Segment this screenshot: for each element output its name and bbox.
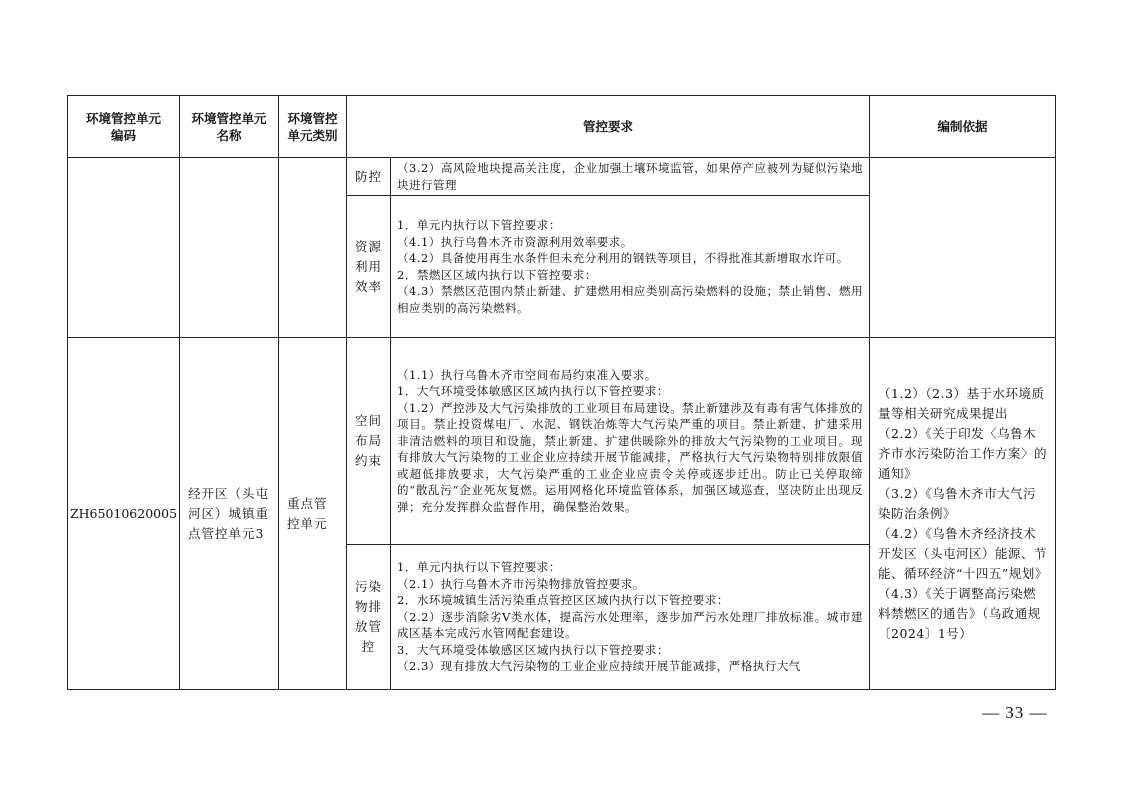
section-requirements <box>391 545 870 690</box>
control-requirements-table <box>67 95 1056 690</box>
section-requirements <box>391 158 870 196</box>
requirement-line: （3.2）高风险地块提高关注度，企业加强土壤环境监管，如果停产应被列为疑似污染地块进行管理 <box>397 161 864 192</box>
table-row <box>68 158 1056 196</box>
basis-item: （4.3）《关于调整高污染燃料禁燃区的通告》（乌政通规〔2024〕1号） <box>878 585 1041 641</box>
basis-cell <box>870 338 1056 690</box>
basis-item: （4.2）《乌鲁木齐经济技术开发区（头屯河区）能源、节能、循环经济“十四五”规划》 <box>878 525 1048 581</box>
requirement-line: 2．水环境城镇生活污染重点管控区区域内执行以下管控要求： <box>397 593 729 608</box>
unit-code: ZH65010620005 <box>68 338 180 690</box>
table-row <box>68 338 1056 545</box>
section-label: 空间布局约束 <box>347 338 391 545</box>
header-category: 环境管控单元类别 <box>279 96 347 158</box>
requirement-line: （2.3）现有排放大气污染物的工业企业应持续开展节能减排，严格执行大气 <box>397 659 801 674</box>
section-label: 防控 <box>347 158 391 196</box>
prev-name-cell <box>180 158 279 338</box>
section-label: 资源利用效率 <box>347 196 391 338</box>
requirement-line: 3．大气环境受体敏感区区域内执行以下管控要求： <box>397 642 669 657</box>
section-label: 污染物排放管控 <box>347 545 391 690</box>
requirement-line: （4.1）执行乌鲁木齐市资源利用效率要求。 <box>397 234 633 249</box>
requirement-line: 1．单元内执行以下管控要求： <box>397 218 561 232</box>
page-number: — 33 — <box>982 703 1048 722</box>
requirement-line: （1.2）严控涉及大气污染排放的工业项目布局建设。禁止新建涉及有毒有害气体排放的项目。禁止投资煤电厂、水泥、钢铁冶炼等大气污染严重的项目。禁止新建、扩建采用非清洁燃料的项目和设施，禁止新建、扩建供暖除外的排放大气污染物的工业项目。现有排放大气污染物的工业企业应持续开展节能减排，严格执行大气污染物特别排放限值或超低排放要求，大气污染严重的工业企业应责令关停或逐步迁出。防止已关停取缔的“散乱污”企业死灰复燃。运用网格化环境监管体系，加强区域巡查，坚决防止出现反弹；充分发挥群众监督作用，确保整治效果。 <box>397 400 864 514</box>
prev-code-cell <box>68 158 180 338</box>
header-code: 环境管控单元编码 <box>68 96 180 158</box>
section-requirements <box>391 338 870 545</box>
header-requirements: 管控要求 <box>347 96 870 158</box>
header-row <box>68 96 1056 158</box>
basis-item: （1.2）（2.3）基于水环境质量等相关研究成果提出 <box>878 385 1045 421</box>
requirement-line: （2.1）执行乌鲁木齐市污染物排放管控要求。 <box>397 576 645 591</box>
prev-basis-cell <box>870 158 1056 338</box>
prev-category-cell <box>279 158 347 338</box>
basis-item: （2.2）《关于印发〈乌鲁木齐市水污染防治工作方案〉的通知》 <box>878 425 1048 481</box>
unit-category: 重点管控单元 <box>279 338 347 690</box>
requirement-line: （1.1）执行乌鲁木齐市空间布局约束准入要求。 <box>397 367 657 382</box>
requirement-line: （4.3）禁燃区范围内禁止新建、扩建燃用相应类别高污染燃料的设施；禁止销售、燃用相应类别的高污染燃料。 <box>397 284 864 315</box>
requirement-line: 2．禁燃区区域内执行以下管控要求： <box>397 267 597 282</box>
requirement-line: 1．单元内执行以下管控要求： <box>397 560 561 575</box>
unit-name: 经开区（头屯河区）城镇重点管控单元3 <box>180 338 279 690</box>
basis-item: （3.2）《乌鲁木齐市大气污染防治条例》 <box>878 485 1037 521</box>
section-requirements <box>391 196 870 338</box>
header-name: 环境管控单元名称 <box>180 96 279 158</box>
requirement-line: （4.2）具备使用再生水条件但未充分利用的钢铁等项目，不得批准其新增取水许可。 <box>397 251 849 265</box>
requirement-line: 1．大气环境受体敏感区区域内执行以下管控要求： <box>397 384 669 399</box>
requirement-line: （2.2）逐步消除劣V类水体，提高污水处理率，逐步加严污水处理厂排放标准。城市建成区基本完成污水管网配套建设。 <box>397 609 864 641</box>
header-basis: 编制依据 <box>870 96 1056 158</box>
